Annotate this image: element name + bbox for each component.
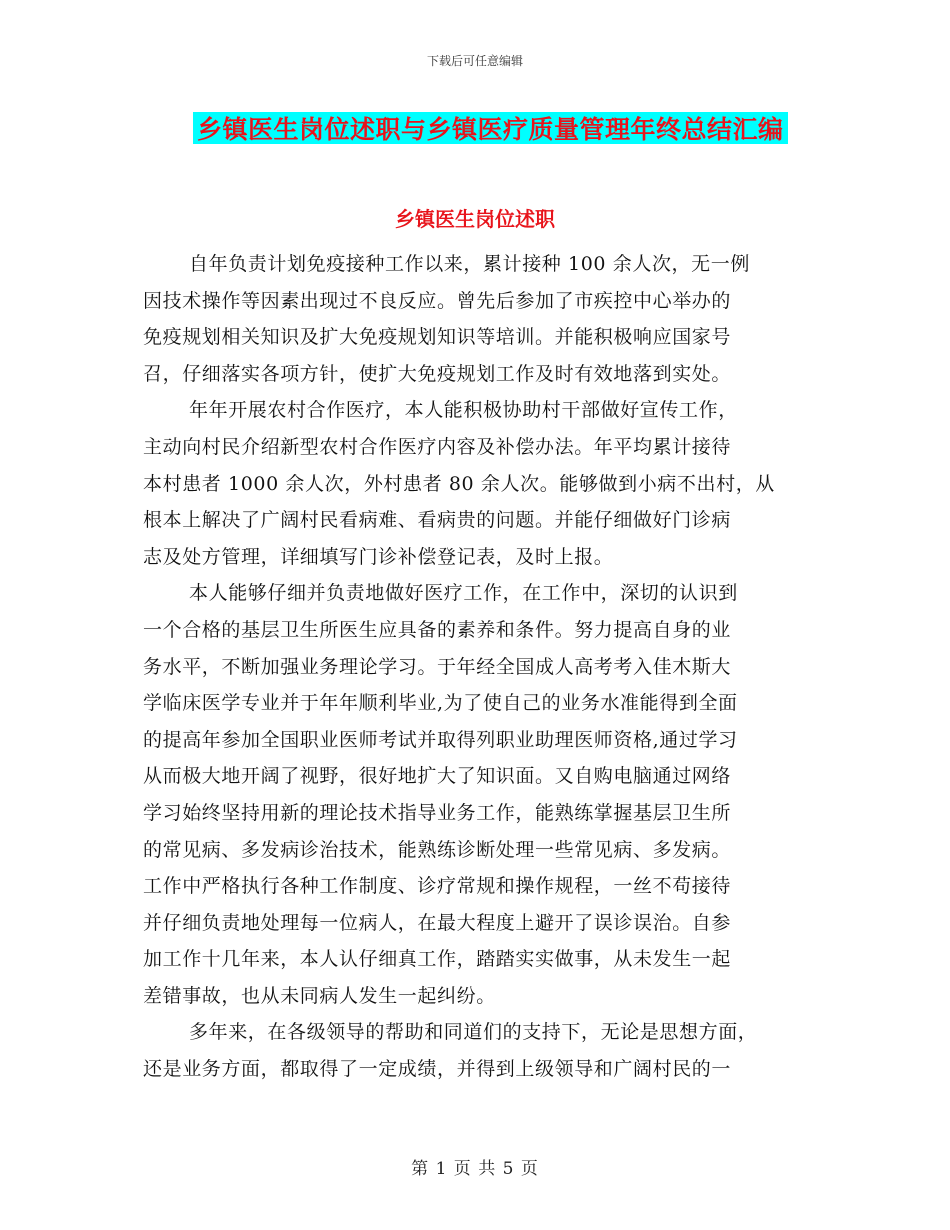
paragraph-line: 本村患者 1000 余人次，外村患者 80 余人次。能够做到小病不出村，从: [143, 472, 775, 495]
paragraph-line: 差错事故，也从未同病人发生一起纠纷。: [143, 984, 496, 1007]
paragraph-line: 并仔细负责地处理每一位病人，在最大程度上避开了误诊误治。自参: [143, 911, 732, 934]
paragraph-line: 召，仔细落实各项方针，使扩大免疫规划工作及时有效地落到实处。: [143, 362, 732, 385]
paragraph-line: 从而极大地开阔了视野，很好地扩大了知识面。又自购电脑通过网络: [143, 765, 732, 788]
paragraph-line: 务水平，不断加强业务理论学习。于年经全国成人高考考入佳木斯大: [143, 655, 732, 678]
page-number-footer: 第 1 页 共 5 页: [411, 1159, 539, 1179]
paragraph-line: 多年来，在各级领导的帮助和同道们的支持下，无论是思想方面，: [189, 1021, 758, 1044]
paragraph-line: 因技术操作等因素出现过不良反应。曾先后参加了市疾控中心举办的: [143, 289, 732, 312]
paragraph-line: 加工作十几年来，本人认仔细真工作，踏踏实实做事，从未发生一起: [143, 948, 732, 971]
paragraph-line: 学习始终坚持用新的理论技术指导业务工作，能熟练掌握基层卫生所: [143, 801, 732, 824]
header-note: 下载后可任意编辑: [426, 54, 523, 68]
paragraph-line: 工作中严格执行各种工作制度、诊疗常规和操作规程，一丝不苟接待: [143, 875, 732, 898]
paragraph-line: 学临床医学专业并于年年顺利毕业,为了使自己的业务水准能得到全面: [143, 692, 738, 715]
paragraph-line: 年年开展农村合作医疗，本人能积极协助村干部做好宣传工作，: [189, 399, 738, 422]
paragraph-line: 主动向村民介绍新型农村合作医疗内容及补偿办法。年平均累计接待: [143, 435, 732, 458]
paragraph-line: 本人能够仔细并负责地做好医疗工作，在工作中，深切的认识到: [189, 582, 738, 605]
section-title: 乡镇医生岗位述职: [395, 207, 555, 231]
document-title-highlight: [193, 112, 788, 144]
document-title: 乡镇医生岗位述职与乡镇医疗质量管理年终总结汇编: [197, 115, 784, 144]
document-body: [143, 246, 813, 1088]
paragraph-line: 的常见病、多发病诊治技术，能熟练诊断处理一些常见病、多发病。: [143, 838, 732, 861]
paragraph-line: 自年负责计划免疫接种工作以来，累计接种 100 余人次，无一例: [189, 253, 750, 275]
paragraph-line: 还是业务方面，都取得了一定成绩，并得到上级领导和广阔村民的一: [143, 1058, 732, 1081]
paragraph-line: 免疫规划相关知识及扩大免疫规划知识等培训。并能积极响应国家号: [143, 326, 732, 349]
paragraph-line: 一个合格的基层卫生所医生应具备的素养和条件。努力提高自身的业: [143, 618, 732, 641]
paragraph-line: 根本上解决了广阔村民看病难、看病贵的问题。并能仔细做好门诊病: [143, 509, 732, 532]
paragraph-line: 的提高年参加全国职业医师考试并取得列职业助理医师资格,通过学习: [143, 728, 738, 751]
paragraph-line: 志及处方管理，详细填写门诊补偿登记表，及时上报。: [143, 545, 614, 568]
